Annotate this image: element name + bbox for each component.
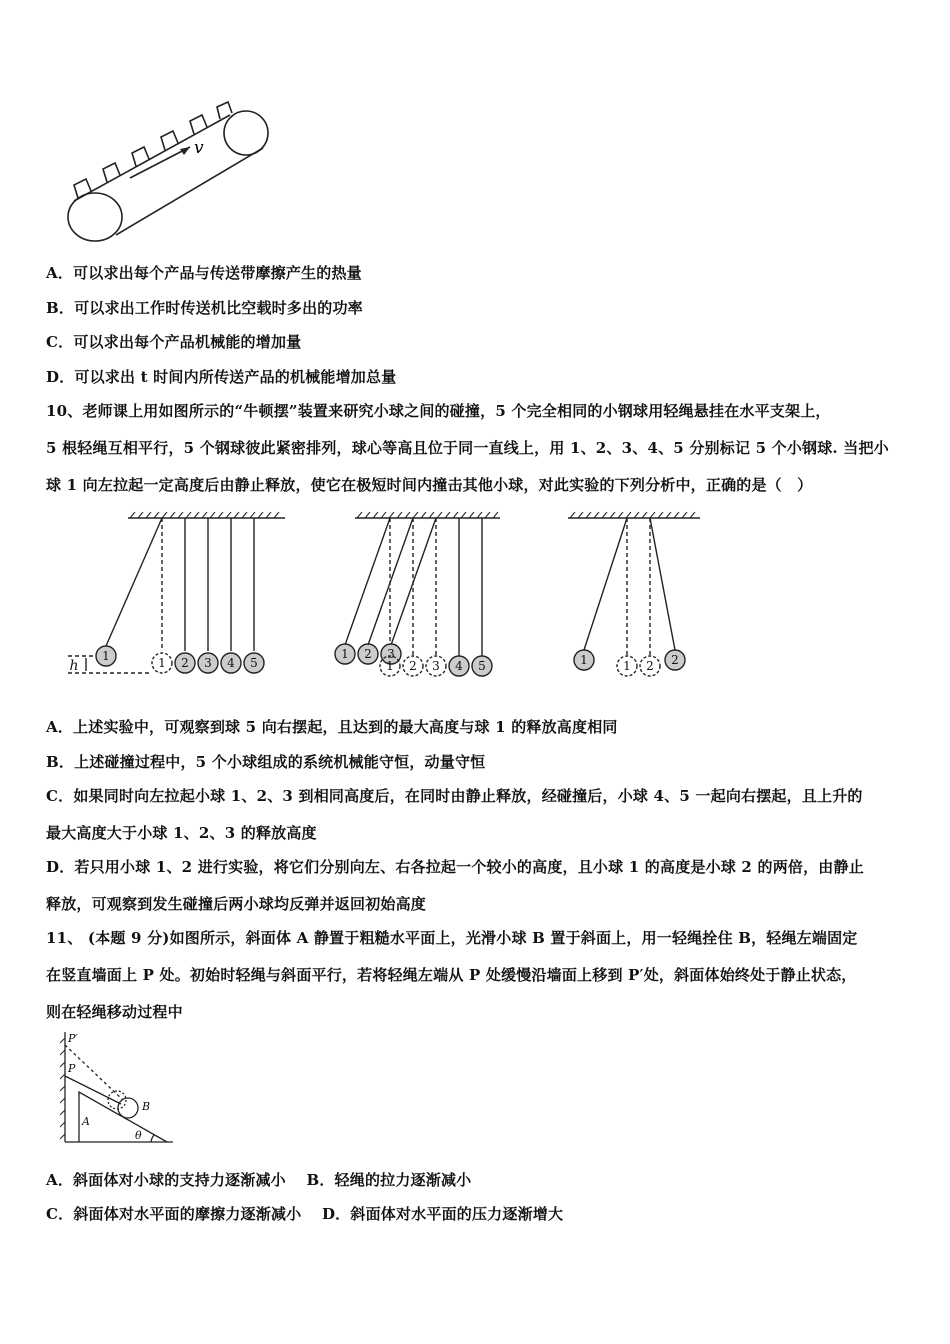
q11-options-c-d: C．斜面体对水平面的摩擦力逐渐减小 D．斜面体对水平面的压力逐渐增大 [46, 1205, 564, 1223]
q9-option-c: C．可以求出每个产品机械能的增加量 [46, 333, 302, 351]
q10-stem-line-3: 球 1 向左拉起一定高度后由静止释放，使它在极短时间内撞击其他小球，对此实验的下列分析中，正确的是（ ） [46, 476, 813, 494]
newtons-cradle-figure [60, 508, 710, 698]
q11-stem-line-3: 则在轻绳移动过程中 [46, 1003, 183, 1021]
incline-figure [55, 1030, 180, 1148]
ball-5-label: 5 [250, 656, 258, 670]
p2-ball-4-label: 4 [455, 659, 463, 673]
ball-2-label: 2 [181, 656, 189, 670]
p2-ball-3-label: 3 [387, 647, 395, 661]
p2-rest-1-label: 1 [386, 659, 394, 673]
ball-1-label: 1 [102, 649, 110, 663]
p3-ball-2-label: 2 [671, 653, 679, 667]
ball-4-label: 4 [227, 656, 235, 670]
q10-option-a: A．上述实验中，可观察到球 5 向右摆起，且达到的最大高度与球 1 的释放高度相同 [46, 718, 618, 736]
q9-option-a: A．可以求出每个产品与传送带摩擦产生的热量 [46, 264, 362, 282]
p2-ball-5-label: 5 [478, 659, 486, 673]
p3-ball-1-label: 1 [580, 653, 588, 667]
ball-1-rest-label: 1 [158, 656, 166, 670]
b-label: B [142, 1100, 151, 1113]
q9-option-d: D．可以求出 t 时间内所传送产品的机械能增加总量 [46, 368, 397, 386]
velocity-label: v [194, 138, 204, 158]
p2-ball-1-label: 1 [341, 647, 349, 661]
conveyor-belt-figure [60, 95, 275, 250]
q10-option-c-line-2: 最大高度大于小球 1、2、3 的释放高度 [46, 824, 317, 842]
q11-stem-line-2: 在竖直墙面上 P 处。初始时轻绳与斜面平行，若将轻绳左端从 P 处缓慢沿墙面上移到 P′处，斜面体始终处于静止状态， [46, 966, 857, 984]
q10-stem-line-1: 10、老师课上用如图所示的“牛顿摆”装置来研究小球之间的碰撞，5 个完全相同的小钢球用轻绳悬挂在水平支架上， [46, 402, 831, 420]
q10-option-b: B．上述碰撞过程中，5 个小球组成的系统机械能守恒，动量守恒 [46, 753, 486, 771]
p3-rest-1-label: 1 [623, 659, 631, 673]
p2-ball-2-label: 2 [364, 647, 372, 661]
p-prime-label: P′ [68, 1032, 78, 1045]
height-label: h [69, 658, 79, 674]
a-label: A [82, 1115, 90, 1128]
p-label: P [68, 1062, 76, 1075]
theta-label: θ [135, 1129, 142, 1142]
p3-rest-2-label: 2 [646, 659, 654, 673]
q10-option-d-line-1: D．若只用小球 1、2 进行实验，将它们分别向左、右各拉起一个较小的高度，且小球 1 的高度是小球 2 的两倍，由静止 [46, 858, 864, 876]
q10-option-d-line-2: 释放，可观察到发生碰撞后两小球均反弹并返回初始高度 [46, 895, 427, 913]
q9-option-b: B．可以求出工作时传送机比空载时多出的功率 [46, 299, 363, 317]
q11-options-a-b: A．斜面体对小球的支持力逐渐减小 B．轻绳的拉力逐渐减小 [46, 1171, 472, 1189]
p2-rest-2-label: 2 [409, 659, 417, 673]
q11-stem-line-1: 11、 (本题 9 分)如图所示，斜面体 A 静置于粗糙水平面上，光滑小球 B 置于斜面上，用一轻绳拴住 B，轻绳左端固定 [46, 929, 858, 947]
q10-option-c-line-1: C．如果同时向左拉起小球 1、2、3 到相同高度后，在同时由静止释放，经碰撞后，小球 4、5 一起向右摆起，且上升的 [46, 787, 863, 805]
p2-rest-3-label: 3 [432, 659, 440, 673]
ball-3-label: 3 [204, 656, 212, 670]
q10-stem-line-2: 5 根轻绳互相平行，5 个钢球彼此紧密排列，球心等高且位于同一直线上，用 1、2、3、4、5 分别标记 5 个小钢球. 当把小 [46, 439, 889, 457]
